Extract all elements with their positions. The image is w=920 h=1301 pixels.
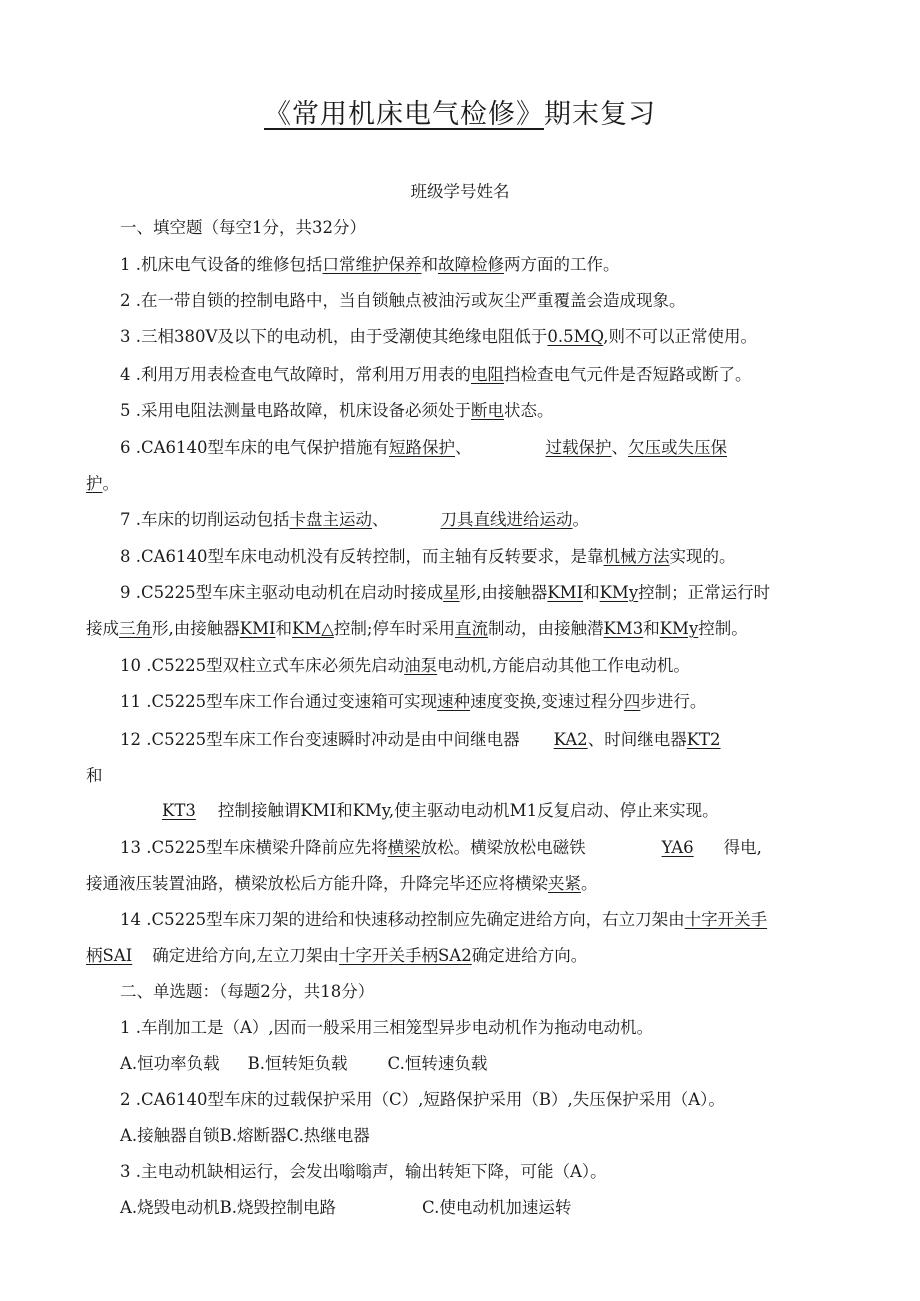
q11-text: 步进行。: [640, 692, 707, 711]
q1-text: 两方面的工作。: [504, 255, 620, 274]
q3-text: 3 .三相380V及以下的电动机，由于受潮使其绝缘电阻低于: [120, 327, 548, 346]
question-9: [120, 582, 770, 604]
q3-answer: 0.5MQ: [547, 327, 604, 346]
question-6: [120, 437, 727, 459]
question-7: [120, 509, 589, 531]
q4-text: 4 .利用万用表检查电气故障时，常利用万用表的: [120, 365, 471, 384]
mc1-option-c: C.恒转速负载: [387, 1054, 488, 1073]
question-3: [120, 326, 757, 348]
mc-options-2: A.接触器自锁B.熔断器C.热继电器: [120, 1126, 370, 1145]
q1-answer-1: 口常维护保养: [322, 255, 422, 274]
q5-answer: 断电: [471, 401, 504, 420]
q9-text: 形,由接触器: [459, 583, 548, 602]
question-13-cont: [86, 873, 598, 895]
mc1-option-a: A.恒功率负载: [120, 1054, 220, 1073]
q9-text: 和: [275, 619, 292, 638]
question-6-cont: [86, 473, 119, 495]
mc-question-1: 1 .车削加工是（A）,因而一般采用三相笼型异步电动机作为拖动电动机。: [120, 1018, 654, 1037]
q12-answer-3: KT3: [162, 801, 196, 820]
q9-answer: 三角: [119, 619, 152, 638]
q10-answer: 油泵: [404, 656, 438, 675]
question-14-cont: [86, 945, 587, 967]
q6-text: 6 .CA6140型车床的电气保护措施有: [120, 438, 390, 457]
q9-answer: 星: [443, 583, 460, 602]
q1-answer-2: 故障检修: [438, 255, 504, 274]
q14-answer-1: 十字开关手: [684, 910, 768, 929]
q14-text: 确定进给方向,左立刀架由: [152, 946, 339, 965]
question-8: [120, 546, 736, 568]
question-10: [120, 655, 690, 677]
q6-answer-3: 欠压或失压保: [628, 438, 728, 457]
page-title: [0, 92, 920, 131]
q6-answer-3-cont: 护: [86, 474, 103, 493]
q10-text: 10 .C5225型双柱立式车床必须先启动: [120, 656, 405, 675]
q1-text: 和: [421, 255, 438, 274]
mc3-option-c: C.使电动机加速运转: [422, 1198, 572, 1217]
question-4: [120, 364, 752, 386]
q1-text: 1 .机床电气设备的维修包括: [120, 255, 323, 274]
q12-answer-2: KT2: [686, 730, 721, 749]
q13-text: 13 .C5225型车床横梁升降前应先将: [120, 838, 388, 857]
q7-text: 7 .车床的切削运动包括: [120, 510, 290, 529]
q9-answer: KM3: [603, 619, 644, 638]
q9-text: 控制；正常运行时: [638, 583, 771, 602]
question-13: [120, 837, 762, 859]
q13-text: 放松。横梁放松电磁铁: [420, 838, 586, 857]
section2-heading: 二、单选题：（每题2分，共18分）: [120, 982, 375, 1001]
q6-text: 、: [455, 438, 472, 457]
question-2: 2 .在一带自锁的控制电路中，当自锁触点被油污或灰尘严重覆盖会造成现象。: [120, 291, 686, 310]
q14-answer-2: 十字开关手柄SA2: [339, 946, 472, 965]
question-9-cont: [86, 618, 748, 640]
q13-answer-3: 夹紧: [548, 874, 581, 893]
q14-text: 14 .C5225型车床刀架的进给和快速移动控制应先确定进给方向，右立刀架由: [120, 910, 685, 929]
q6-text: 。: [102, 474, 119, 493]
q3-text: ,则不可以正常使用。: [603, 327, 757, 346]
title-underlined: 《常用机床电气检修》: [264, 99, 544, 130]
q9-text: 和: [643, 619, 660, 638]
mc-options-1: [120, 1053, 487, 1075]
q12-text: 12 .C5225型车床工作台变速瞬时冲动是由中间继电器: [120, 730, 520, 749]
question-12-cont-2: [162, 800, 719, 822]
q9-text: 9 .C5225型车床主驱动电动机在启动时接成: [120, 583, 444, 602]
q7-answer-2: 刀具直线进给运动: [440, 510, 573, 529]
q9-text: 和: [583, 583, 600, 602]
q5-text: 状态。: [504, 401, 554, 420]
q9-text: 制动，由接触潜: [487, 619, 604, 638]
q7-text: 。: [572, 510, 589, 529]
question-5: [120, 400, 554, 422]
q12-text: 控制接触谓KMI和KMy,使主驱动电动机M1反复启动、停止来实现。: [217, 801, 719, 820]
q9-text: 接成: [86, 619, 119, 638]
q14-answer-1-cont: 柄SAI: [86, 946, 133, 965]
title-suffix: 期末复习: [544, 99, 656, 130]
q11-text: 速度变换,变速过程分: [470, 692, 624, 711]
question-12-cont: 和: [86, 766, 103, 785]
q8-text: 实现的。: [669, 547, 736, 566]
q13-answer-2: YA6: [661, 838, 694, 857]
q6-answer-2: 过载保护: [545, 438, 612, 457]
q5-text: 5 .采用电阻法测量电路故障，机床设备必须处于: [120, 401, 471, 420]
q11-answer-2: 四: [623, 692, 641, 711]
q6-text: 、: [611, 438, 629, 457]
mc-question-2: 2 .CA6140型车床的过载保护采用（C）,短路保护采用（B）,失压保护采用（A）。: [120, 1090, 725, 1109]
question-11: [120, 691, 706, 713]
question-14: [120, 909, 767, 931]
q13-text: 得电,: [723, 838, 762, 857]
q9-answer: KM△: [292, 619, 334, 638]
q10-text: 电动机,方能启动其他工作电动机。: [437, 656, 690, 675]
mc3-options-ab: A.烧毁电动机B.烧毁控制电路: [120, 1198, 337, 1217]
q9-text: 控制。: [698, 619, 748, 638]
q9-text: 形,由接触器: [152, 619, 240, 638]
q13-text: 接通液压装置油路，横梁放松后方能升降，升降完毕还应将横梁: [86, 874, 548, 893]
q12-answer-1: KA2: [553, 730, 588, 749]
question-1: [120, 254, 620, 276]
q9-answer: KMy: [659, 619, 699, 638]
q4-text: 挡检查电气元件是否短路或断了。: [504, 365, 752, 384]
q8-text: 8 .CA6140型车床电动机没有反转控制，而主轴有反转要求，是靠: [120, 547, 604, 566]
mc1-option-b: B.恒转矩负载: [247, 1054, 348, 1073]
mc-question-3: 3 .主电动机缺相运行，会发出嗡嗡声，输出转矩下降，可能（A）。: [120, 1162, 607, 1181]
section1-heading: 一、填空题（每空1分，共32分）: [120, 218, 366, 237]
q13-text: 。: [581, 874, 598, 893]
question-12: [120, 729, 721, 751]
q13-answer-1: 横梁: [387, 838, 421, 857]
mc-options-3: [120, 1197, 571, 1219]
q9-answer: KMI: [239, 619, 276, 638]
q9-answer: KMy: [599, 583, 639, 602]
q11-answer-1: 速种: [437, 692, 471, 711]
q14-text: 确定进给方向。: [471, 946, 588, 965]
q6-answer-1: 短路保护: [389, 438, 456, 457]
q7-text: 、: [372, 510, 389, 529]
q7-answer-1: 卡盘主运动: [289, 510, 372, 529]
q8-answer: 机械方法: [603, 547, 670, 566]
q4-answer: 电阻: [471, 365, 504, 384]
q9-answer: 直流: [454, 619, 488, 638]
q9-answer: KMI: [547, 583, 584, 602]
q9-text: 控制;停车时采用: [333, 619, 455, 638]
q12-text: 、时间继电器: [587, 730, 687, 749]
q11-text: 11 .C5225型车床工作台通过变速箱可实现: [120, 692, 438, 711]
subtitle: 班级学号姓名: [410, 182, 510, 201]
